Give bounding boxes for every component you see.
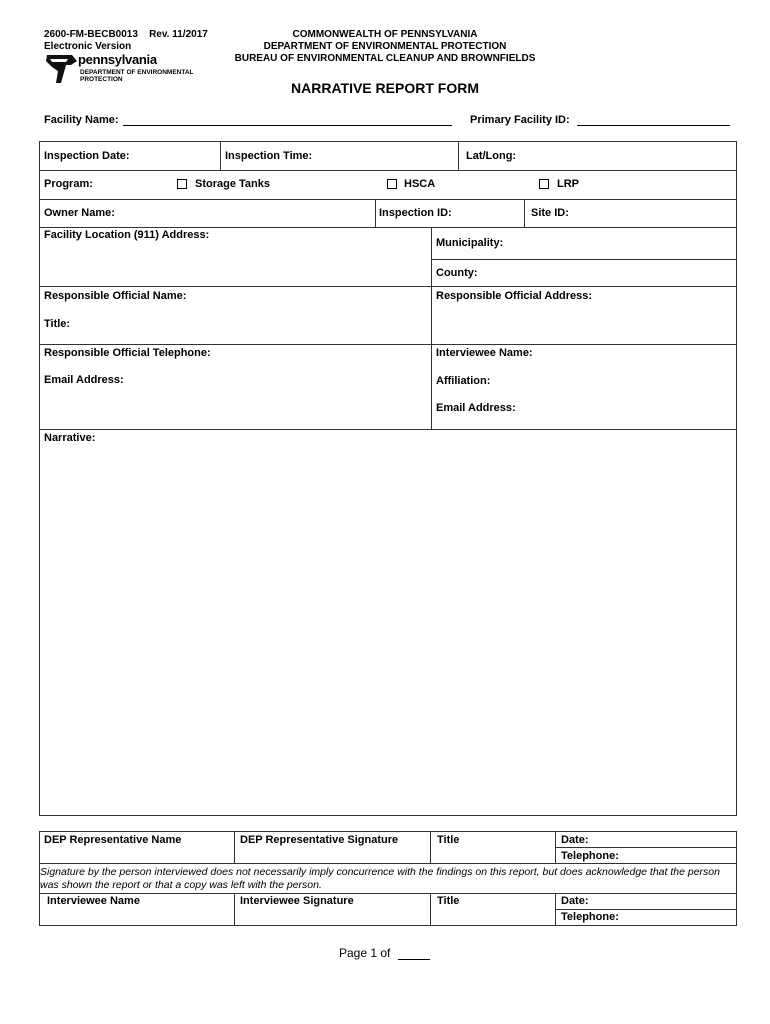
total-pages-field[interactable] <box>398 959 430 960</box>
dep-rep-signature-label: DEP Representative Signature <box>240 834 399 846</box>
grid-line <box>39 286 737 287</box>
interviewee-email-label: Email Address: <box>436 402 516 414</box>
logo-wordmark: pennsylvania <box>78 52 157 67</box>
form-version: Electronic Version <box>44 41 132 52</box>
storage-tanks-label: Storage Tanks <box>195 178 270 190</box>
logo-subtitle-2: PROTECTION <box>80 76 123 83</box>
responsible-official-name-label: Responsible Official Name: <box>44 290 187 302</box>
form-number-line <box>44 29 208 41</box>
dep-rep-name-label: DEP Representative Name <box>44 834 182 846</box>
grid-line <box>458 141 459 170</box>
lrp-label: LRP <box>557 178 579 190</box>
interviewee-name-label: Interviewee Name: <box>436 347 533 359</box>
grid-line <box>234 831 235 863</box>
lrp-checkbox[interactable] <box>539 179 549 189</box>
keystone-icon <box>44 53 78 83</box>
grid-line <box>39 170 737 171</box>
inspection-time-label: Inspection Time: <box>225 150 313 162</box>
agency-line-3: BUREAU OF ENVIRONMENTAL CLEANUP AND BROWNFIELDS <box>234 53 536 64</box>
primary-facility-id-label: Primary Facility ID: <box>470 114 570 126</box>
facility-name-field[interactable] <box>123 125 452 126</box>
agency-line-1: COMMONWEALTH OF PENNSYLVANIA <box>292 29 478 40</box>
county-label: County: <box>436 267 478 279</box>
page-number <box>339 946 390 960</box>
grid-line <box>234 893 235 926</box>
lat-long-label: Lat/Long: <box>466 150 517 162</box>
inspection-date-label: Inspection Date: <box>44 150 130 162</box>
title-label: Title: <box>44 318 71 330</box>
page-label: Page 1 of <box>339 946 391 960</box>
interviewee-signature-label: Interviewee Signature <box>240 895 354 907</box>
form-number: 2600-FM-BECB0013 <box>44 29 138 40</box>
responsible-official-address-label: Responsible Official Address: <box>436 290 593 302</box>
interviewee-title-label: Title <box>437 895 460 907</box>
form-title: NARRATIVE REPORT FORM <box>291 80 479 96</box>
grid-line <box>39 893 737 894</box>
dep-rep-date-label: Date: <box>561 834 589 846</box>
grid-line <box>39 227 737 228</box>
logo-subtitle-1: DEPARTMENT OF ENVIRONMENTAL <box>80 69 194 76</box>
storage-tanks-checkbox[interactable] <box>177 179 187 189</box>
narrative-field[interactable] <box>40 448 736 814</box>
hsca-checkbox[interactable] <box>387 179 397 189</box>
grid-line <box>431 227 432 429</box>
affiliation-label: Affiliation: <box>436 375 491 387</box>
grid-line <box>555 831 556 863</box>
grid-line <box>39 199 737 200</box>
responsible-official-telephone-label: Responsible Official Telephone: <box>44 347 211 359</box>
interviewee-date-label: Date: <box>561 895 589 907</box>
signature-disclaimer: Signature by the person interviewed does not necessarily imply concurrence with the findings on this report, but does acknowledge that the person was shown the report or that a copy was left with the person. <box>40 866 720 891</box>
form-revision: Rev. 11/2017 <box>149 29 208 40</box>
facility-location-label: Facility Location (911) Address: <box>44 229 210 241</box>
grid-line <box>430 831 431 863</box>
grid-line <box>555 893 556 926</box>
grid-line <box>375 199 376 227</box>
grid-line <box>555 909 737 910</box>
facility-name-label: Facility Name: <box>44 114 119 126</box>
grid-line <box>524 199 525 227</box>
inspection-id-label: Inspection ID: <box>379 207 452 219</box>
site-id-label: Site ID: <box>531 207 569 219</box>
interviewee-name-sig-label: Interviewee Name <box>47 895 140 907</box>
grid-line <box>431 259 737 260</box>
municipality-label: Municipality: <box>436 237 504 249</box>
grid-line <box>430 893 431 926</box>
email-address-label: Email Address: <box>44 374 124 386</box>
dep-rep-title-label: Title <box>437 834 460 846</box>
grid-line <box>555 847 737 848</box>
grid-line <box>39 344 737 345</box>
primary-facility-id-field[interactable] <box>577 125 730 126</box>
interviewee-telephone-label: Telephone: <box>561 911 619 923</box>
hsca-label: HSCA <box>404 178 436 190</box>
owner-name-label: Owner Name: <box>44 207 115 219</box>
narrative-label: Narrative: <box>44 432 96 444</box>
dep-rep-telephone-label: Telephone: <box>561 850 619 862</box>
agency-line-2: DEPARTMENT OF ENVIRONMENTAL PROTECTION <box>263 41 507 52</box>
grid-line <box>220 141 221 170</box>
program-label: Program: <box>44 178 93 190</box>
agency-header <box>225 29 545 65</box>
grid-line <box>39 863 737 864</box>
grid-line <box>39 429 737 430</box>
